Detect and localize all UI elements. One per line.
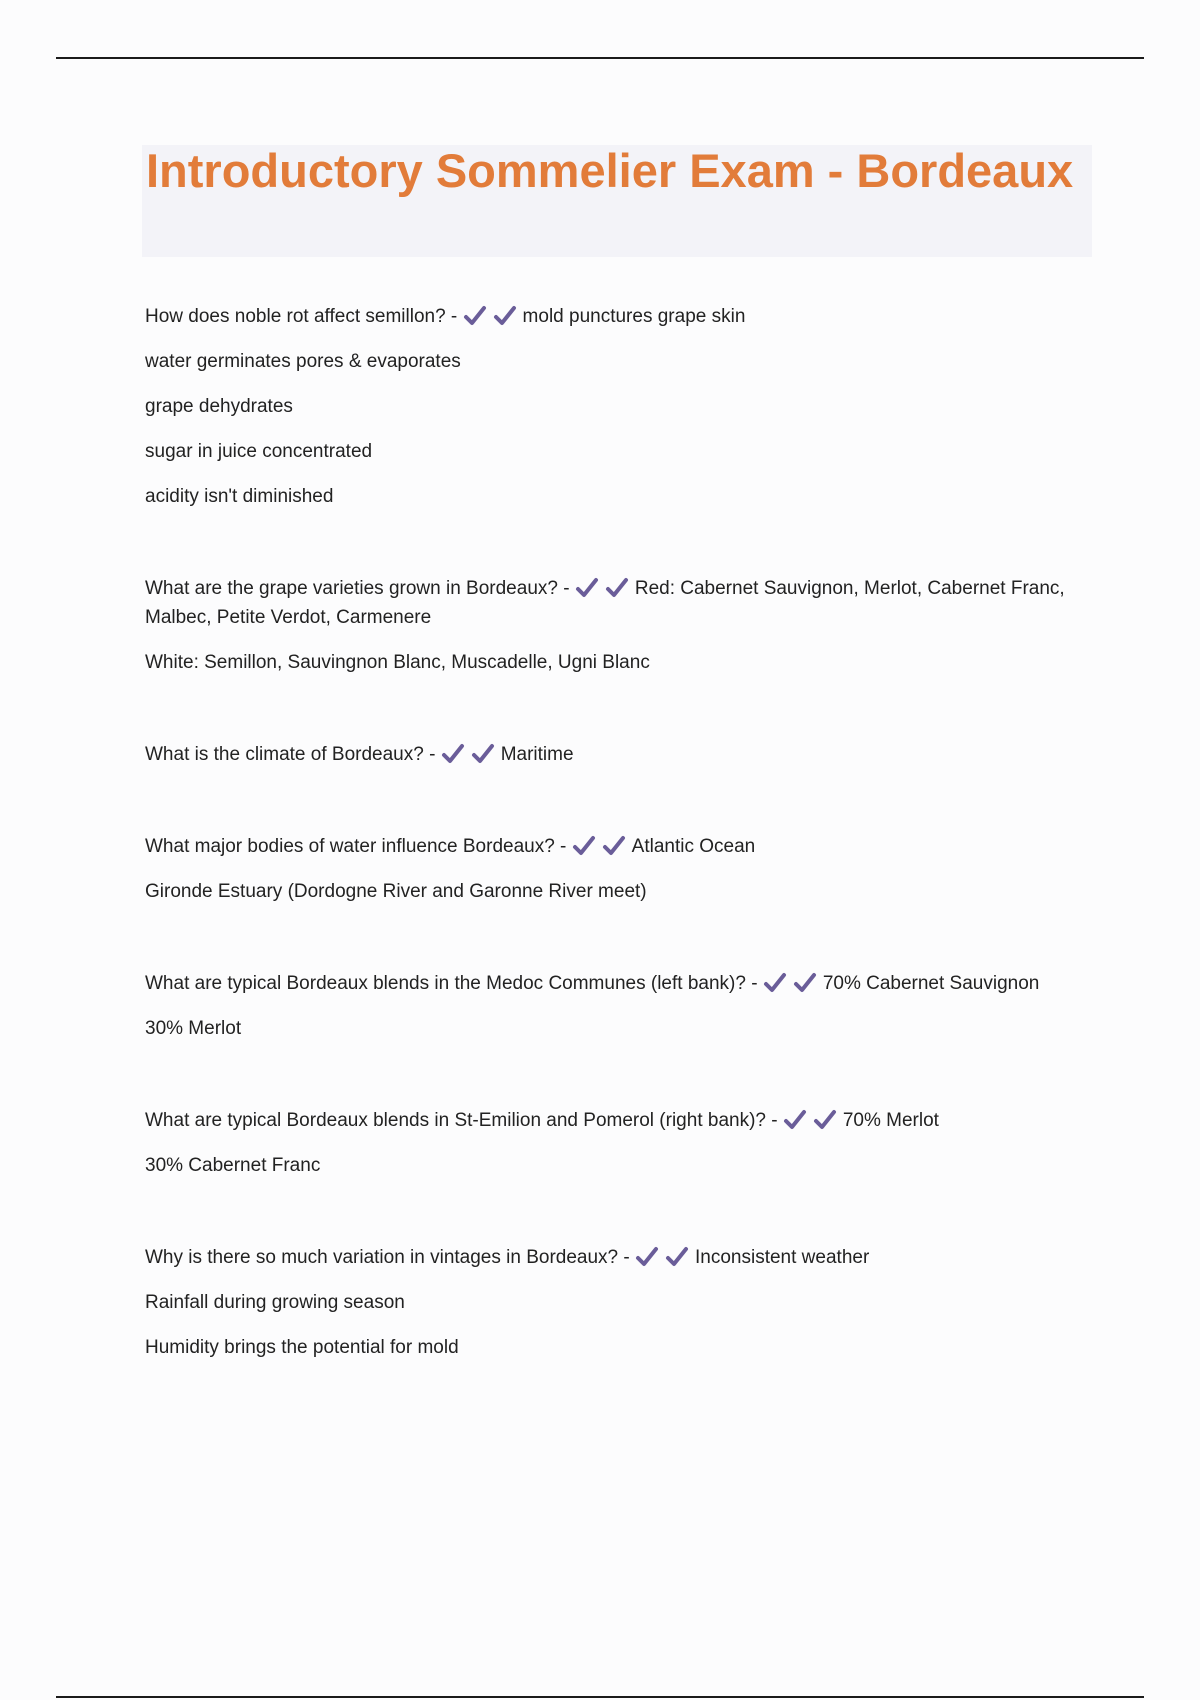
bottom-divider bbox=[56, 1696, 1144, 1698]
qa-item bbox=[145, 740, 1075, 769]
qa-list bbox=[145, 302, 1075, 1425]
question-text: Why is there so much variation in vintages in Bordeaux? - bbox=[145, 1247, 630, 1268]
question-text: How does noble rot affect semillon? - bbox=[145, 306, 458, 327]
answer-detail-line: Gironde Estuary (Dordogne River and Garonne River meet) bbox=[145, 881, 647, 902]
check-icon bbox=[635, 1246, 659, 1268]
answer-detail-line: 30% Merlot bbox=[145, 1018, 242, 1039]
check-icon bbox=[665, 1246, 689, 1268]
answer-text: Red: Cabernet Sauvignon, Merlot, Cabernet Franc, Malbec, Petite Verdot, Carmenere bbox=[145, 578, 1065, 628]
check-icon bbox=[471, 743, 495, 765]
check-icon bbox=[783, 1109, 807, 1131]
qa-question-line bbox=[145, 969, 1075, 998]
question-text: What are the grape varieties grown in Bordeaux? - bbox=[145, 578, 570, 599]
answer-detail-line: Rainfall during growing season bbox=[145, 1292, 405, 1313]
qa-question-line bbox=[145, 302, 1075, 331]
answer-text: 70% Merlot bbox=[842, 1110, 939, 1131]
answer-detail-line: 30% Cabernet Franc bbox=[145, 1155, 321, 1176]
answer-text: Inconsistent weather bbox=[695, 1247, 870, 1268]
qa-item bbox=[145, 1106, 1075, 1180]
top-divider bbox=[56, 57, 1144, 59]
qa-item bbox=[145, 969, 1075, 1043]
check-icon bbox=[441, 743, 465, 765]
question-text: What major bodies of water influence Bordeaux? - bbox=[145, 836, 567, 857]
answer-detail-line: water germinates pores & evaporates bbox=[145, 351, 461, 372]
answer-detail-line: White: Semillon, Sauvingnon Blanc, Muscadelle, Ugni Blanc bbox=[145, 652, 650, 673]
answer-text: 70% Cabernet Sauvignon bbox=[822, 973, 1040, 994]
qa-item bbox=[145, 574, 1075, 677]
check-icon bbox=[813, 1109, 837, 1131]
answer-text: Atlantic Ocean bbox=[631, 836, 756, 857]
answer-text: Maritime bbox=[500, 744, 574, 765]
qa-question-line bbox=[145, 740, 1075, 769]
page-title: Introductory Sommelier Exam - Bordeaux bbox=[146, 144, 1074, 197]
qa-question-line bbox=[145, 1243, 1075, 1272]
answer-detail-line: Humidity brings the potential for mold bbox=[145, 1337, 459, 1358]
check-icon bbox=[605, 577, 629, 599]
check-icon bbox=[602, 835, 626, 857]
answer-text: mold punctures grape skin bbox=[522, 306, 746, 327]
answer-detail-line: acidity isn't diminished bbox=[145, 486, 334, 507]
check-icon bbox=[463, 305, 487, 327]
check-icon bbox=[575, 577, 599, 599]
answer-detail-line: grape dehydrates bbox=[145, 396, 293, 417]
check-icon bbox=[793, 972, 817, 994]
qa-item bbox=[145, 1243, 1075, 1362]
check-icon bbox=[572, 835, 596, 857]
question-text: What is the climate of Bordeaux? - bbox=[145, 744, 436, 765]
qa-question-line bbox=[145, 574, 1075, 632]
qa-question-line bbox=[145, 832, 1075, 861]
answer-detail-line: sugar in juice concentrated bbox=[145, 441, 373, 462]
check-icon bbox=[763, 972, 787, 994]
question-text: What are typical Bordeaux blends in the Medoc Communes (left bank)? - bbox=[145, 973, 758, 994]
question-text: What are typical Bordeaux blends in St-Emilion and Pomerol (right bank)? - bbox=[145, 1110, 778, 1131]
qa-question-line bbox=[145, 1106, 1075, 1135]
qa-item bbox=[145, 302, 1075, 511]
check-icon bbox=[493, 305, 517, 327]
qa-item bbox=[145, 832, 1075, 906]
